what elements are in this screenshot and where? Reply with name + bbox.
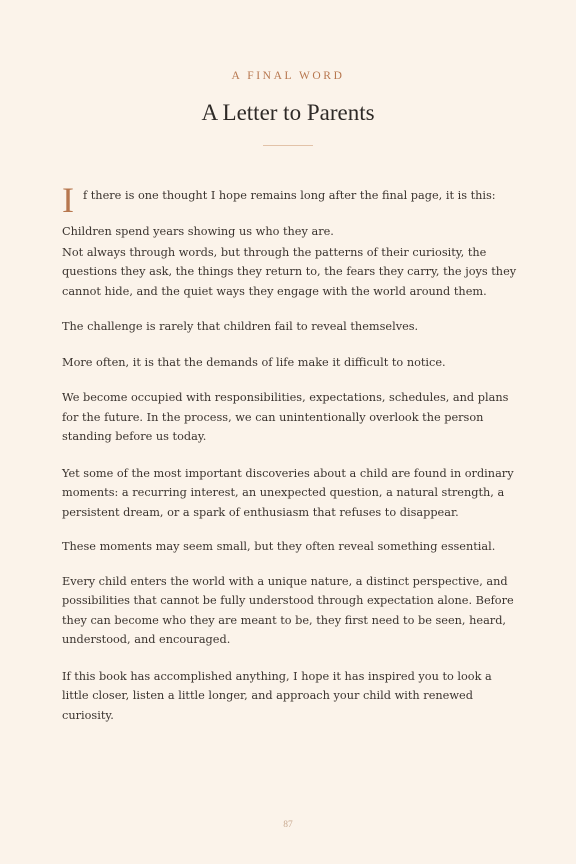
paragraph: The challenge is rarely that children fail to reveal themselves. xyxy=(62,320,419,333)
title-divider xyxy=(263,145,313,146)
letter-body xyxy=(62,180,520,725)
paragraph: Not always through words, but through the patterns of their curiosity, the questions they ask, the things they return to, the fears they carry, the joys they cannot hide, and the quiet ways they engage with the world around them. xyxy=(62,245,517,298)
drop-cap: I xyxy=(62,180,74,220)
page-number: 87 xyxy=(283,820,293,830)
paragraph: We become occupied with responsibilities, expectations, schedules, and plans for the future. In the process, we can unintentionally overlook the person standing before us today. xyxy=(62,391,509,443)
paragraph: Children spend years showing us who they are. xyxy=(62,225,334,238)
paragraph: If this book has accomplished anything, I hope it has inspired you to look a little closer, listen a little longer, and approach your child with renewed curiosity. xyxy=(62,669,492,722)
opening-line-text: f there is one thought I hope remains long after the final page, it is this: xyxy=(83,189,496,202)
page-title: A Letter to Parents xyxy=(201,100,375,125)
paragraph: Every child enters the world with a unique nature, a distinct perspective, and possibilities that cannot be fully understood through expectation alone. Before they can become who they are meant to be, they first need to be seen, heard, understood, and encouraged. xyxy=(62,574,514,646)
paragraph: These moments may seem small, but they often reveal something essential. xyxy=(62,540,496,553)
section-kicker: A FINAL WORD xyxy=(231,70,345,82)
paragraph: More often, it is that the demands of life make it difficult to notice. xyxy=(62,355,446,369)
paragraph: Yet some of the most important discoveries about a child are found in ordinary moments: a recurring interest, an unexpected question, a natural strength, a persistent dream, or a spark of enthusiasm that refuses to disappear. xyxy=(62,466,514,519)
opening-line xyxy=(62,180,520,222)
